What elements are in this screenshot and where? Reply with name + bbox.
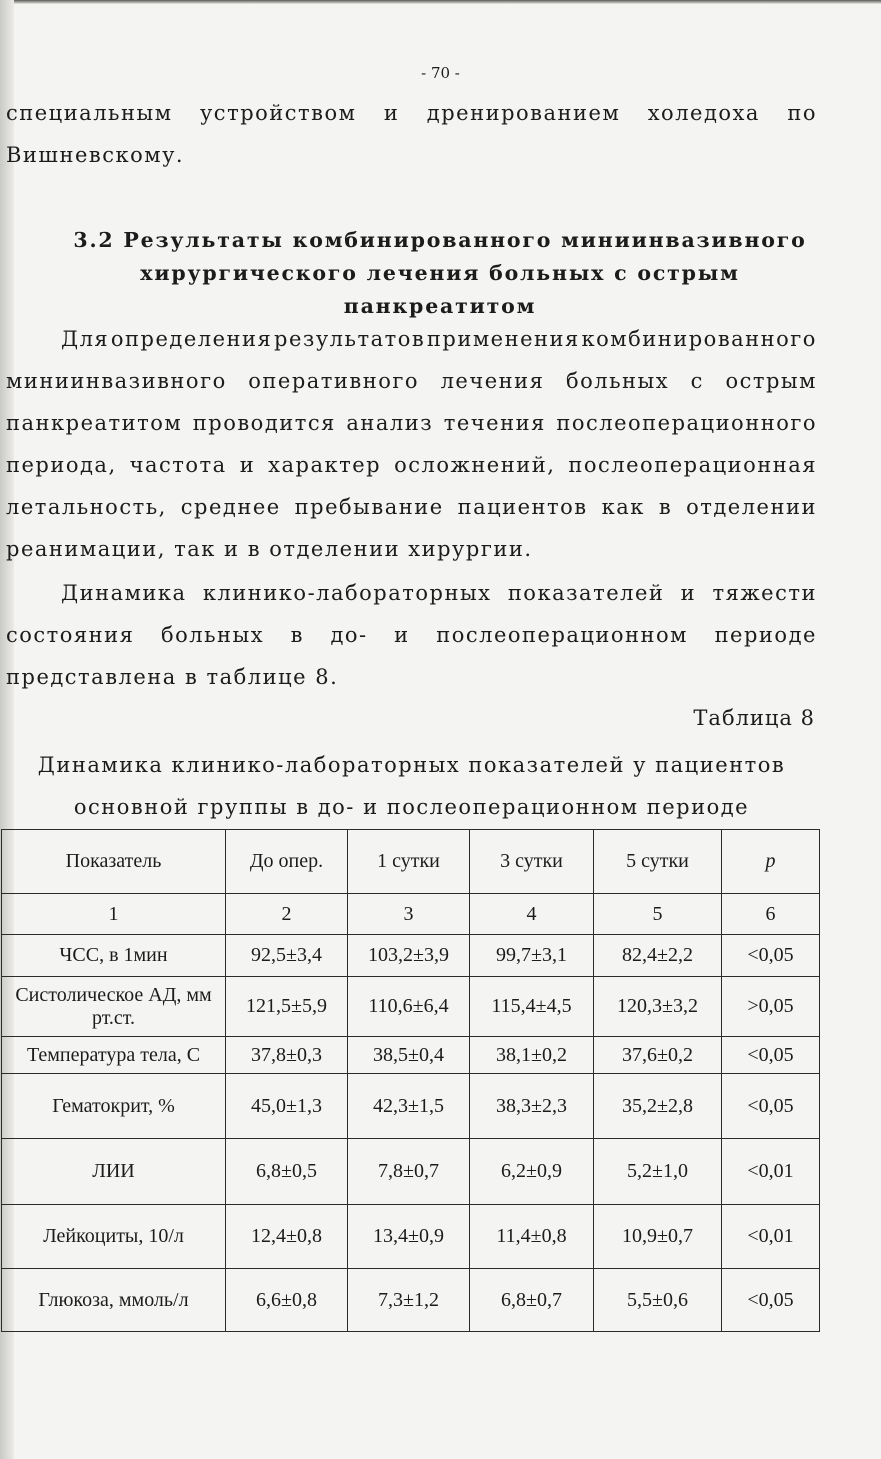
table-cell: 5,5±0,6 [594, 1269, 722, 1332]
table-cell: Лейкоциты, 10/л [2, 1205, 226, 1269]
table-cell: 5,2±1,0 [594, 1139, 722, 1205]
table-header-row [2, 830, 820, 894]
text-line: миниинвазивного оперативного лечения больных с острым [6, 369, 817, 393]
table-row [2, 1269, 820, 1332]
data-table [1, 829, 820, 1332]
section-heading-line: 3.2 Результаты комбинированного миниинвазивного [73, 228, 807, 252]
table-cell: 11,4±0,8 [470, 1205, 594, 1269]
table-cell: 4 [470, 894, 594, 935]
text-line: панкреатитом проводится анализ течения послеоперационного [6, 411, 817, 435]
table-cell: 92,5±3,4 [226, 935, 348, 977]
table-cell: 6,8±0,5 [226, 1139, 348, 1205]
table-header-cell: До опер. [226, 830, 348, 894]
paragraph-2 [6, 572, 817, 698]
table-cell: 5 [594, 894, 722, 935]
table-row [2, 935, 820, 977]
table-cell: 38,1±0,2 [470, 1037, 594, 1074]
table-cell: Температура тела, С [2, 1037, 226, 1074]
table-cell: 6,2±0,9 [470, 1139, 594, 1205]
section-heading [40, 224, 840, 323]
table-cell: <0,01 [722, 1139, 820, 1205]
table-cell: 103,2±3,9 [348, 935, 470, 977]
section-heading-line: хирургического лечения больных с острым панкреатитом [140, 261, 740, 318]
table-row [2, 1139, 820, 1205]
table-cell: <0,05 [722, 1037, 820, 1074]
table-cell: 2 [226, 894, 348, 935]
table-cell: 37,6±0,2 [594, 1037, 722, 1074]
table-cell: <0,01 [722, 1205, 820, 1269]
table-header-cell: 1 сутки [348, 830, 470, 894]
table-cell: ЧСС, в 1мин [2, 935, 226, 977]
table-cell: Систолическое АД, мм рт.ст. [2, 977, 226, 1037]
table-label: Таблица 8 [693, 706, 815, 730]
table-column-number-row [2, 894, 820, 935]
page-number: - 70 - [421, 64, 460, 82]
text-line: специальным устройством и дренированием холедоха по [6, 101, 817, 125]
table-cell: <0,05 [722, 1269, 820, 1332]
table-cell: 12,4±0,8 [226, 1205, 348, 1269]
table-cell: 120,3±3,2 [594, 977, 722, 1037]
table-cell: 82,4±2,2 [594, 935, 722, 977]
text-line: Для определения результатов применения комбинированного [61, 327, 817, 351]
paragraph-1 [6, 318, 817, 570]
table-header-cell: p [722, 830, 820, 894]
table-header-cell: Показатель [2, 830, 226, 894]
text-line: реанимации, так и в отделении хирургии. [6, 537, 533, 561]
table-cell: 42,3±1,5 [348, 1074, 470, 1139]
scan-top-edge [0, 0, 881, 4]
table-cell: Гематокрит, % [2, 1074, 226, 1139]
table-cell: 10,9±0,7 [594, 1205, 722, 1269]
text-line: состояния больных в до- и послеоперационном периоде [6, 623, 817, 647]
table-header-cell: 5 сутки [594, 830, 722, 894]
table-cell: <0,05 [722, 935, 820, 977]
table-cell: Глюкоза, ммоль/л [2, 1269, 226, 1332]
table-header-cell: 3 сутки [470, 830, 594, 894]
text-line: летальность, среднее пребывание пациентов как в отделении [6, 495, 817, 519]
table-cell: 37,8±0,3 [226, 1037, 348, 1074]
intro-text [6, 92, 817, 176]
table-cell: 7,3±1,2 [348, 1269, 470, 1332]
table-row [2, 1205, 820, 1269]
table-cell: ЛИИ [2, 1139, 226, 1205]
table-caption-line: основной группы в до- и послеоперационном периоде [73, 795, 750, 819]
table-cell: 115,4±4,5 [470, 977, 594, 1037]
table-cell: 45,0±1,3 [226, 1074, 348, 1139]
text-line: представлена в таблице 8. [6, 665, 339, 689]
table-cell: 7,8±0,7 [348, 1139, 470, 1205]
table-cell: 1 [2, 894, 226, 935]
table-cell: 13,4±0,9 [348, 1205, 470, 1269]
table-cell: 35,2±2,8 [594, 1074, 722, 1139]
table-row [2, 1074, 820, 1139]
table-cell: 99,7±3,1 [470, 935, 594, 977]
text-line: периода, частота и характер осложнений, послеоперационная [6, 453, 817, 477]
text-line: Динамика клинико-лабораторных показателей и тяжести [61, 581, 817, 605]
table-cell: 38,3±2,3 [470, 1074, 594, 1139]
text-line: Вишневскому. [6, 143, 185, 167]
table-cell: 121,5±5,9 [226, 977, 348, 1037]
table-row [2, 977, 820, 1037]
table-cell: 6 [722, 894, 820, 935]
table-cell: 6,8±0,7 [470, 1269, 594, 1332]
table-cell: 6,6±0,8 [226, 1269, 348, 1332]
table-cell: <0,05 [722, 1074, 820, 1139]
table-caption [6, 744, 817, 828]
table-cell: 3 [348, 894, 470, 935]
table-cell: >0,05 [722, 977, 820, 1037]
table-caption-line: Динамика клинико-лабораторных показателей у пациентов [37, 753, 786, 777]
table-cell: 110,6±6,4 [348, 977, 470, 1037]
table-cell: 38,5±0,4 [348, 1037, 470, 1074]
table-row [2, 1037, 820, 1074]
